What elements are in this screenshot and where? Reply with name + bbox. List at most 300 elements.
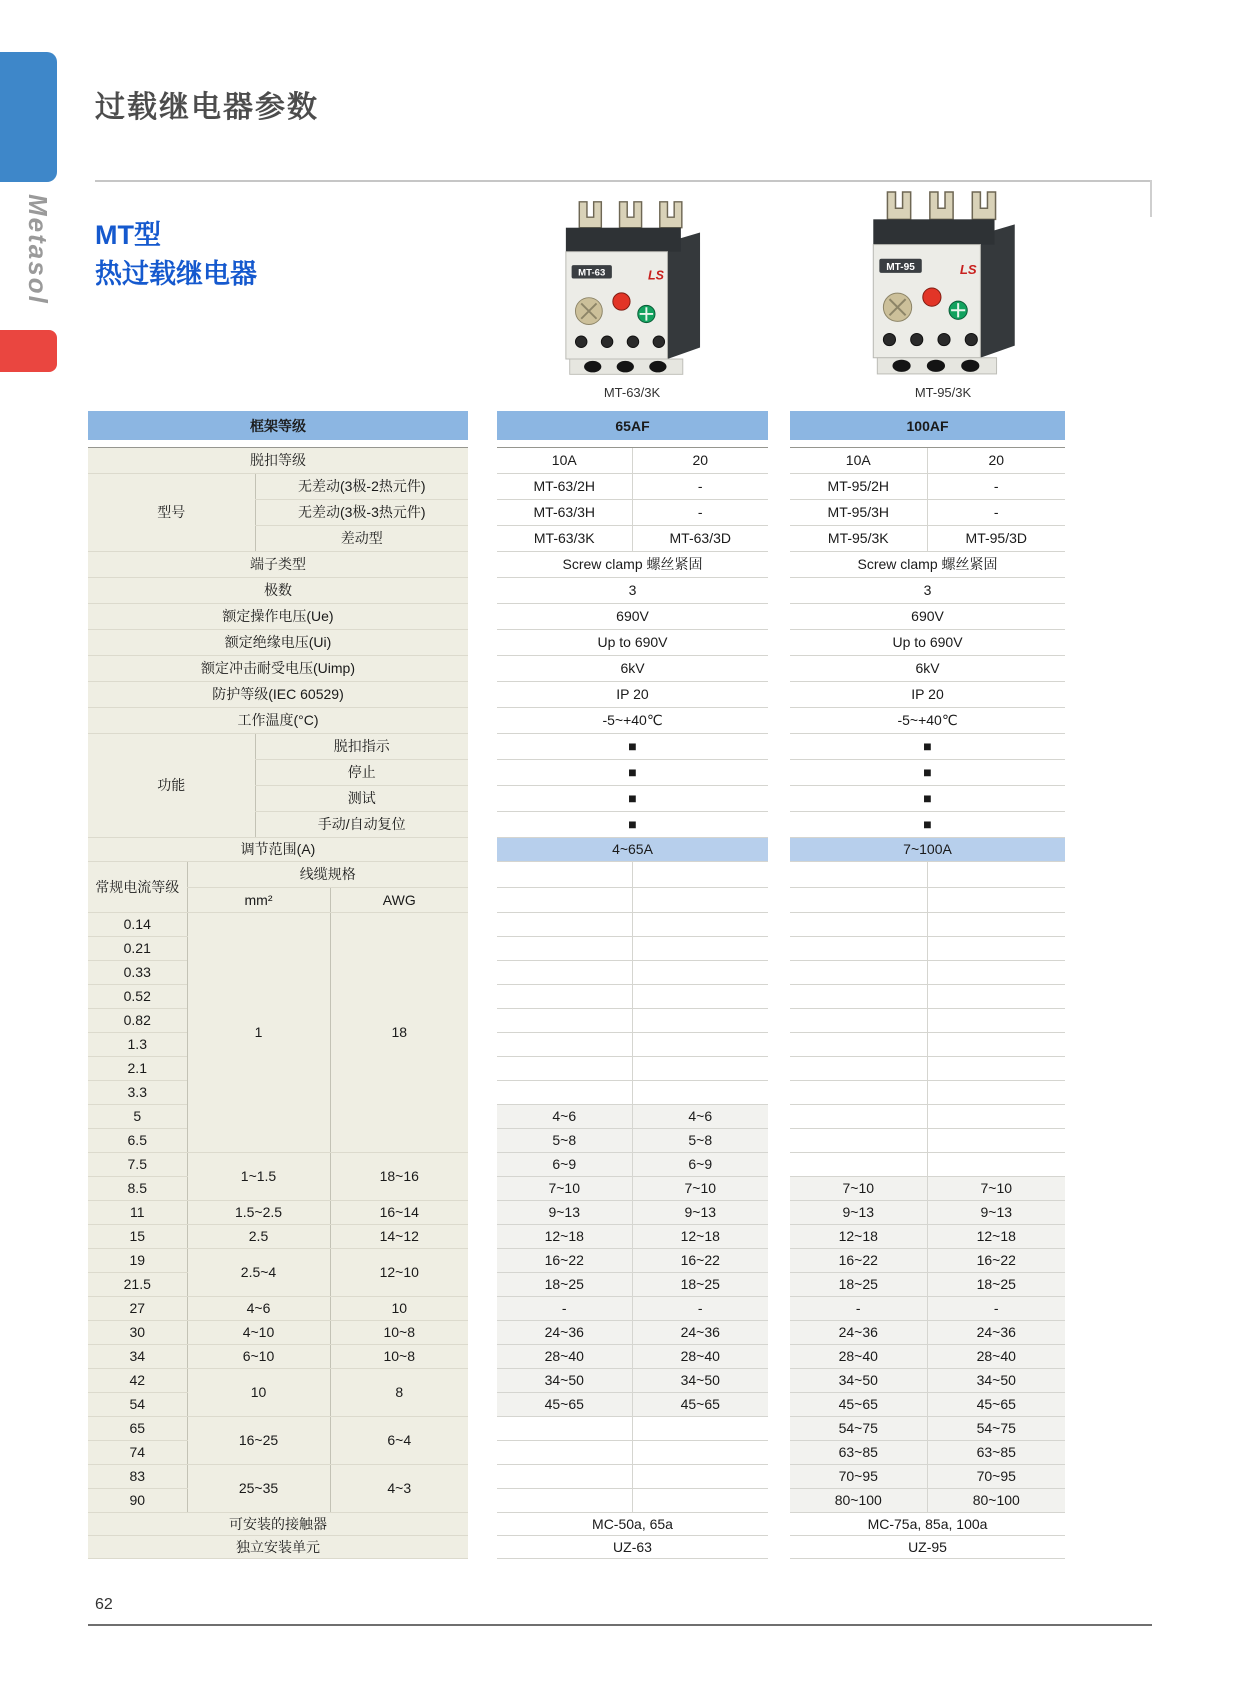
gap-cell: [768, 785, 790, 811]
current-class-cell: 27: [88, 1296, 187, 1320]
fork-terminals-icon: [887, 192, 995, 219]
value-cell: [497, 861, 632, 887]
current-class-cell: 7.5: [88, 1152, 187, 1176]
gap-cell: [768, 1488, 790, 1512]
value-cell: [632, 984, 768, 1008]
gap-cell: [468, 785, 497, 811]
value-cell: 7~10: [790, 1176, 927, 1200]
value-cell: [927, 887, 1065, 912]
value-cell: [790, 1032, 927, 1056]
gap-cell: [468, 1512, 497, 1535]
current-class-header: 常规电流等级: [88, 861, 187, 912]
value-cell: [927, 936, 1065, 960]
awg-header: AWG: [330, 887, 468, 912]
value-cell: [790, 1056, 927, 1080]
value-cell: 20: [632, 447, 768, 473]
current-class-cell: 19: [88, 1248, 187, 1272]
gap-cell: [468, 837, 497, 861]
value-cell: MT-63/3H: [497, 499, 632, 525]
gap-cell: [468, 1488, 497, 1512]
value-cell: ■: [790, 785, 1065, 811]
value-cell: [632, 912, 768, 936]
gap-cell: [768, 603, 790, 629]
label-cell: 端子类型: [88, 551, 468, 577]
value-cell: IP 20: [497, 681, 768, 707]
gap-cell: [768, 1152, 790, 1176]
label-cell: 极数: [88, 577, 468, 603]
value-cell: [497, 912, 632, 936]
gap-cell: [468, 960, 497, 984]
value-cell: 34~50: [927, 1368, 1065, 1392]
value-cell: 28~40: [927, 1344, 1065, 1368]
gap-cell: [768, 473, 790, 499]
gap-cell: [468, 1344, 497, 1368]
value-cell: 6kV: [497, 655, 768, 681]
value-cell: 7~10: [497, 1176, 632, 1200]
value-cell: 34~50: [497, 1368, 632, 1392]
value-cell: [927, 1104, 1065, 1128]
gap-cell: [468, 473, 497, 499]
value-cell: 45~65: [632, 1392, 768, 1416]
gap-cell: [768, 759, 790, 785]
value-cell: 70~95: [790, 1464, 927, 1488]
current-class-cell: 6.5: [88, 1128, 187, 1152]
value-cell: [632, 960, 768, 984]
sidebar-blue-tab: [0, 52, 57, 182]
gap-cell: [468, 936, 497, 960]
label-cell: 脱扣指示: [255, 733, 468, 759]
value-cell: [927, 1152, 1065, 1176]
gap-cell: [468, 499, 497, 525]
current-class-cell: 5: [88, 1104, 187, 1128]
label-cell: 防护等级(IEC 60529): [88, 681, 468, 707]
gap-cell: [468, 681, 497, 707]
value-cell: [790, 1080, 927, 1104]
current-class-cell: 15: [88, 1224, 187, 1248]
value-cell: [497, 1056, 632, 1080]
label-cell: 工作温度(°C): [88, 707, 468, 733]
value-cell: 690V: [790, 603, 1065, 629]
gap-cell: [768, 1128, 790, 1152]
value-cell: [497, 1416, 632, 1440]
value-cell: Up to 690V: [497, 629, 768, 655]
value-cell: [497, 936, 632, 960]
value-cell: 4~6: [497, 1104, 632, 1128]
value-cell: MT-63/3K: [497, 525, 632, 551]
label-cell: 脱扣等级: [88, 447, 468, 473]
gap-cell: [468, 411, 497, 440]
value-cell: 70~95: [927, 1464, 1065, 1488]
value-cell: 7~10: [927, 1176, 1065, 1200]
awg-cell: 10: [330, 1296, 468, 1320]
mm2-cell: 1.5~2.5: [187, 1200, 330, 1224]
gap-cell: [468, 1248, 497, 1272]
value-cell: Up to 690V: [790, 629, 1065, 655]
gap-cell: [468, 707, 497, 733]
label-cell: 独立安装单元: [88, 1535, 468, 1558]
frame-65af-header: 65AF: [497, 411, 768, 440]
value-cell: [927, 1008, 1065, 1032]
brand-metasol: Metasol: [23, 194, 53, 305]
value-cell: [790, 887, 927, 912]
current-class-cell: 11: [88, 1200, 187, 1224]
gap-cell: [468, 447, 497, 473]
current-class-cell: 3.3: [88, 1080, 187, 1104]
value-cell: [497, 1008, 632, 1032]
value-cell: [790, 1104, 927, 1128]
awg-cell: 18: [330, 912, 468, 1152]
gap-cell: [768, 984, 790, 1008]
value-cell: UZ-63: [497, 1535, 768, 1558]
gap-cell: [768, 1464, 790, 1488]
gap-cell: [468, 1128, 497, 1152]
label-cell: 差动型: [255, 525, 468, 551]
value-cell: 5~8: [497, 1128, 632, 1152]
gap-cell: [768, 1535, 790, 1558]
value-cell: 4~6: [632, 1104, 768, 1128]
page-number: 62: [95, 1596, 113, 1613]
gap-cell: [468, 1368, 497, 1392]
value-cell: [632, 861, 768, 887]
value-cell: 6~9: [632, 1152, 768, 1176]
value-cell: [497, 1488, 632, 1512]
value-cell: 34~50: [790, 1368, 927, 1392]
awg-cell: 6~4: [330, 1416, 468, 1464]
mm2-cell: 1: [187, 912, 330, 1152]
gap-cell: [468, 984, 497, 1008]
value-cell: [632, 1440, 768, 1464]
value-cell: MT-95/2H: [790, 473, 927, 499]
value-cell: -: [497, 1296, 632, 1320]
ls-logo: LS: [959, 261, 977, 277]
cable-spec-header: 线缆规格: [187, 861, 468, 887]
value-cell: MT-95/3K: [790, 525, 927, 551]
gap-cell: [468, 577, 497, 603]
value-cell: 24~36: [790, 1320, 927, 1344]
value-cell: 28~40: [497, 1344, 632, 1368]
current-class-cell: 65: [88, 1416, 187, 1440]
value-cell: [632, 1080, 768, 1104]
value-cell: 28~40: [632, 1344, 768, 1368]
gap-cell: [768, 1056, 790, 1080]
value-cell: -: [790, 1296, 927, 1320]
value-cell: MT-63/2H: [497, 473, 632, 499]
value-cell: 34~50: [632, 1368, 768, 1392]
gap-cell: [468, 1152, 497, 1176]
mm2-cell: 25~35: [187, 1464, 330, 1512]
value-cell: [632, 1008, 768, 1032]
mm2-cell: 10: [187, 1368, 330, 1416]
gap-cell: [468, 1464, 497, 1488]
gap-cell: [768, 936, 790, 960]
gap-cell: [468, 1416, 497, 1440]
value-cell: [497, 1464, 632, 1488]
mm2-cell: 6~10: [187, 1344, 330, 1368]
value-cell: 16~22: [497, 1248, 632, 1272]
gap-cell: [468, 912, 497, 936]
label-cell: 可安装的接触器: [88, 1512, 468, 1535]
value-cell: 10A: [497, 447, 632, 473]
gap-cell: [468, 655, 497, 681]
value-cell: [927, 1056, 1065, 1080]
gap-cell: [768, 960, 790, 984]
value-cell: [927, 984, 1065, 1008]
mm2-cell: 4~6: [187, 1296, 330, 1320]
gap-cell: [468, 1176, 497, 1200]
value-cell: [927, 1128, 1065, 1152]
gap-cell: [768, 1296, 790, 1320]
product-photo-mt63: [556, 198, 708, 400]
current-class-cell: 0.52: [88, 984, 187, 1008]
value-cell: -: [927, 499, 1065, 525]
frame-class-header: 框架等级: [88, 411, 468, 440]
value-cell: 80~100: [790, 1488, 927, 1512]
spec-table: [88, 411, 1065, 1559]
title-rule-corner: [1150, 180, 1152, 217]
value-cell: MT-95/3D: [927, 525, 1065, 551]
product-caption-mt63: MT-63/3K: [603, 385, 661, 400]
label-cell: 测试: [255, 785, 468, 811]
product-caption-mt95: MT-95/3K: [914, 385, 972, 400]
value-cell: ■: [790, 759, 1065, 785]
label-cell: 功能: [88, 733, 255, 837]
value-cell: 18~25: [497, 1272, 632, 1296]
label-cell: 额定操作电压(Ue): [88, 603, 468, 629]
value-cell: 54~75: [927, 1416, 1065, 1440]
gap-cell: [768, 1032, 790, 1056]
label-cell: 无差动(3极-2热元件): [255, 473, 468, 499]
current-class-cell: 30: [88, 1320, 187, 1344]
value-cell: 9~13: [632, 1200, 768, 1224]
gap-cell: [468, 861, 497, 887]
gap-cell: [768, 629, 790, 655]
ls-logo: LS: [648, 268, 664, 283]
awg-cell: 10~8: [330, 1344, 468, 1368]
awg-cell: 16~14: [330, 1200, 468, 1224]
value-cell: 16~22: [790, 1248, 927, 1272]
current-class-cell: 90: [88, 1488, 187, 1512]
current-class-cell: 83: [88, 1464, 187, 1488]
current-class-cell: 34: [88, 1344, 187, 1368]
value-cell: ■: [497, 733, 768, 759]
gap-cell: [468, 1440, 497, 1464]
gap-cell: [768, 887, 790, 912]
frame-100af-header: 100AF: [790, 411, 1065, 440]
gap-cell: [468, 1080, 497, 1104]
gap-cell: [768, 1008, 790, 1032]
gap-cell: [768, 499, 790, 525]
value-cell: 45~65: [790, 1392, 927, 1416]
value-cell: MT-95/3H: [790, 499, 927, 525]
value-cell: 12~18: [632, 1224, 768, 1248]
value-cell: 24~36: [927, 1320, 1065, 1344]
gap-cell: [468, 1200, 497, 1224]
value-cell: -5~+40℃: [790, 707, 1065, 733]
gap-cell: [468, 1032, 497, 1056]
gap-cell: [768, 1440, 790, 1464]
gap-cell: [468, 1224, 497, 1248]
current-class-cell: 8.5: [88, 1176, 187, 1200]
gap-cell: [468, 551, 497, 577]
gap-cell: [768, 1392, 790, 1416]
value-cell: MC-50a, 65a: [497, 1512, 768, 1535]
value-cell: 7~10: [632, 1176, 768, 1200]
gap-cell: [768, 447, 790, 473]
value-cell: [790, 1008, 927, 1032]
current-class-cell: 42: [88, 1368, 187, 1392]
value-cell: 3: [790, 577, 1065, 603]
gap-cell: [468, 759, 497, 785]
value-cell: 45~65: [927, 1392, 1065, 1416]
gap-cell: [768, 1176, 790, 1200]
gap-cell: [468, 733, 497, 759]
current-class-cell: 0.82: [88, 1008, 187, 1032]
product-photo-mt95: [848, 188, 1038, 400]
value-cell: [927, 861, 1065, 887]
value-cell: [632, 1056, 768, 1080]
gap-cell: [468, 1392, 497, 1416]
value-cell: -5~+40℃: [497, 707, 768, 733]
value-cell: 24~36: [632, 1320, 768, 1344]
value-cell: [497, 887, 632, 912]
value-cell: [790, 861, 927, 887]
value-cell: [790, 1152, 927, 1176]
value-cell: 9~13: [497, 1200, 632, 1224]
value-cell: 18~25: [927, 1272, 1065, 1296]
spec-table-grid: [88, 411, 1065, 1559]
value-cell: 6~9: [497, 1152, 632, 1176]
title-rule: [95, 180, 1152, 182]
gap-cell: [768, 1416, 790, 1440]
label-cell: 无差动(3极-3热元件): [255, 499, 468, 525]
value-cell: [632, 1032, 768, 1056]
value-cell: [497, 1440, 632, 1464]
current-class-cell: 0.33: [88, 960, 187, 984]
mm2-header: mm²: [187, 887, 330, 912]
gap-cell: [768, 1368, 790, 1392]
value-cell: [790, 984, 927, 1008]
gap-cell: [468, 525, 497, 551]
gap-cell: [768, 681, 790, 707]
gap-cell: [768, 733, 790, 759]
page-title: 过载继电器参数: [95, 91, 319, 124]
value-cell: 16~22: [632, 1248, 768, 1272]
adjust-range-65af: 4~65A: [497, 837, 768, 861]
mm2-cell: 16~25: [187, 1416, 330, 1464]
value-cell: [632, 936, 768, 960]
value-cell: ■: [790, 811, 1065, 837]
value-cell: 9~13: [927, 1200, 1065, 1224]
gap-cell: [468, 629, 497, 655]
value-cell: -: [632, 1296, 768, 1320]
gap-cell: [768, 1224, 790, 1248]
value-cell: -: [632, 499, 768, 525]
value-cell: 6kV: [790, 655, 1065, 681]
value-cell: 80~100: [927, 1488, 1065, 1512]
mm2-cell: 4~10: [187, 1320, 330, 1344]
value-cell: Screw clamp 螺丝紧固: [497, 551, 768, 577]
relay-base-holes: [892, 360, 979, 372]
value-cell: 63~85: [790, 1440, 927, 1464]
awg-cell: 14~12: [330, 1224, 468, 1248]
gap-cell: [468, 1104, 497, 1128]
gap-cell: [468, 1056, 497, 1080]
value-cell: MC-75a, 85a, 100a: [790, 1512, 1065, 1535]
gap-cell: [768, 1344, 790, 1368]
value-cell: 54~75: [790, 1416, 927, 1440]
label-cell: 停止: [255, 759, 468, 785]
awg-cell: 4~3: [330, 1464, 468, 1512]
gap-cell: [768, 655, 790, 681]
value-cell: 20: [927, 447, 1065, 473]
adjust-range-100af: 7~100A: [790, 837, 1065, 861]
value-cell: 12~18: [497, 1224, 632, 1248]
label-cell: 手动/自动复位: [255, 811, 468, 837]
gap-cell: [468, 1296, 497, 1320]
value-cell: -: [632, 473, 768, 499]
value-cell: -: [927, 1296, 1065, 1320]
value-cell: [497, 1080, 632, 1104]
value-cell: [790, 936, 927, 960]
value-cell: [790, 912, 927, 936]
current-class-cell: 74: [88, 1440, 187, 1464]
value-cell: ■: [790, 733, 1065, 759]
section-title: [95, 216, 257, 294]
footer-rule: [88, 1624, 1152, 1626]
value-cell: 45~65: [497, 1392, 632, 1416]
gap-cell: [468, 1535, 497, 1558]
value-cell: IP 20: [790, 681, 1065, 707]
gap-cell: [768, 577, 790, 603]
value-cell: Screw clamp 螺丝紧固: [790, 551, 1065, 577]
red-button-icon: [923, 288, 941, 306]
label-cell: 额定绝缘电压(Ui): [88, 629, 468, 655]
sidebar-red-tab: [0, 330, 57, 372]
relay-base-holes: [584, 361, 666, 373]
gap-cell: [768, 1104, 790, 1128]
value-cell: 690V: [497, 603, 768, 629]
spacer-row: [88, 440, 1065, 447]
gap-cell: [768, 1080, 790, 1104]
gap-cell: [768, 1272, 790, 1296]
value-cell: 63~85: [927, 1440, 1065, 1464]
value-cell: MT-63/3D: [632, 525, 768, 551]
value-cell: 5~8: [632, 1128, 768, 1152]
relay-top-band: [566, 228, 681, 252]
value-cell: [632, 1464, 768, 1488]
gap-cell: [768, 551, 790, 577]
mm2-cell: 2.5~4: [187, 1248, 330, 1296]
gap-cell: [768, 837, 790, 861]
value-cell: 12~18: [790, 1224, 927, 1248]
relay-illustration-mt63: [557, 198, 707, 382]
value-cell: 28~40: [790, 1344, 927, 1368]
label-cell: 型号: [88, 473, 255, 551]
gap-cell: [468, 887, 497, 912]
value-cell: -: [927, 473, 1065, 499]
mm2-cell: 1~1.5: [187, 1152, 330, 1200]
current-class-cell: 1.3: [88, 1032, 187, 1056]
value-cell: ■: [497, 811, 768, 837]
gap-cell: [768, 411, 790, 440]
value-cell: ■: [497, 759, 768, 785]
gap-cell: [468, 1272, 497, 1296]
value-cell: ■: [497, 785, 768, 811]
current-class-cell: 0.21: [88, 936, 187, 960]
value-cell: 16~22: [927, 1248, 1065, 1272]
value-cell: 3: [497, 577, 768, 603]
value-cell: 18~25: [790, 1272, 927, 1296]
